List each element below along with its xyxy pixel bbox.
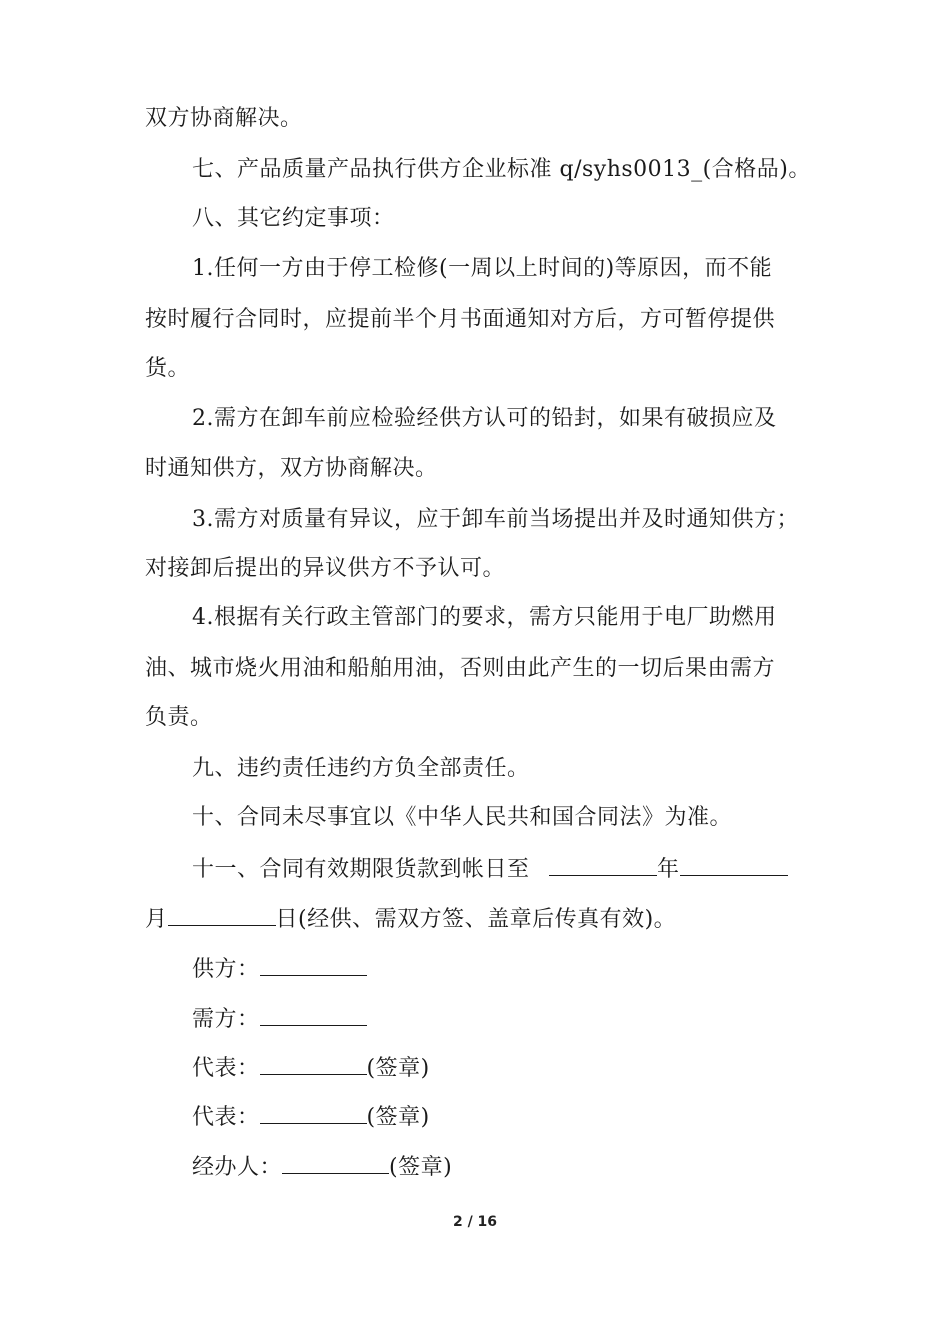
buyer-label: 需方：	[192, 1007, 260, 1032]
clause-11-prefix: 十一、合同有效期限货款到帐日至	[192, 857, 530, 882]
day-blank	[168, 903, 276, 926]
month-label: 月	[145, 907, 168, 932]
supplier-label: 供方：	[192, 957, 260, 982]
handler-signature	[192, 1151, 452, 1183]
handler-seal: (签章)	[389, 1155, 453, 1180]
rep2-label: 代表：	[192, 1105, 260, 1130]
representative-1	[192, 1052, 430, 1084]
clause-8-heading: 八、其它约定事项：	[192, 206, 395, 231]
buyer-blank	[260, 1003, 367, 1026]
supplier-signature	[192, 953, 367, 985]
item-4-line-3: 负责。	[145, 705, 213, 730]
rep1-seal: (签章)	[366, 1056, 430, 1081]
text-line: 双方协商解决。	[145, 106, 303, 131]
supplier-blank	[260, 953, 367, 976]
representative-2	[192, 1101, 430, 1133]
item-1-line-3: 货。	[145, 356, 191, 381]
item-4-line-1: 4.根据有关行政主管部门的要求，需方只能用于电厂助燃用	[192, 605, 777, 630]
item-1-line-1: 1.任何一方由于停工检修(一周以上时间的)等原因，而不能	[192, 256, 773, 281]
year-blank	[549, 853, 657, 876]
item-1-line-2: 按时履行合同时，应提前半个月书面通知对方后，方可暂停提供	[145, 307, 776, 332]
item-2-line-2: 时通知供方，双方协商解决。	[145, 456, 438, 481]
buyer-signature	[192, 1003, 367, 1035]
handler-blank	[282, 1151, 389, 1174]
clause-10: 十、合同未尽事宜以《中华人民共和国合同法》为准。	[192, 805, 733, 830]
item-4-line-2: 油、城市烧火用油和船舶用油，否则由此产生的一切后果由需方	[145, 656, 776, 681]
clause-11-line-1	[192, 853, 788, 885]
clause-7: 七、产品质量产品执行供方企业标准 q/syhs0013_(合格品)。	[192, 157, 811, 182]
clause-11-line-2	[145, 903, 676, 935]
clause-9: 九、违约责任违约方负全部责任。	[192, 756, 530, 781]
rep1-blank	[260, 1052, 367, 1075]
item-2-line-1: 2.需方在卸车前应检验经供方认可的铅封，如果有破损应及	[192, 406, 777, 431]
item-3-line-2: 对接卸后提出的异议供方不予认可。	[145, 556, 506, 581]
month-blank-1	[680, 853, 788, 876]
year-label: 年	[657, 857, 680, 882]
page-number: 2 / 16	[452, 1214, 498, 1230]
item-3-line-1: 3.需方对质量有异议，应于卸车前当场提出并及时通知供方；	[192, 507, 799, 532]
rep2-blank	[260, 1101, 367, 1124]
handler-label: 经办人：	[192, 1155, 283, 1180]
rep2-seal: (签章)	[366, 1105, 430, 1130]
clause-11-suffix: 日(经供、需双方签、盖章后传真有效)。	[275, 907, 677, 932]
rep1-label: 代表：	[192, 1056, 260, 1081]
